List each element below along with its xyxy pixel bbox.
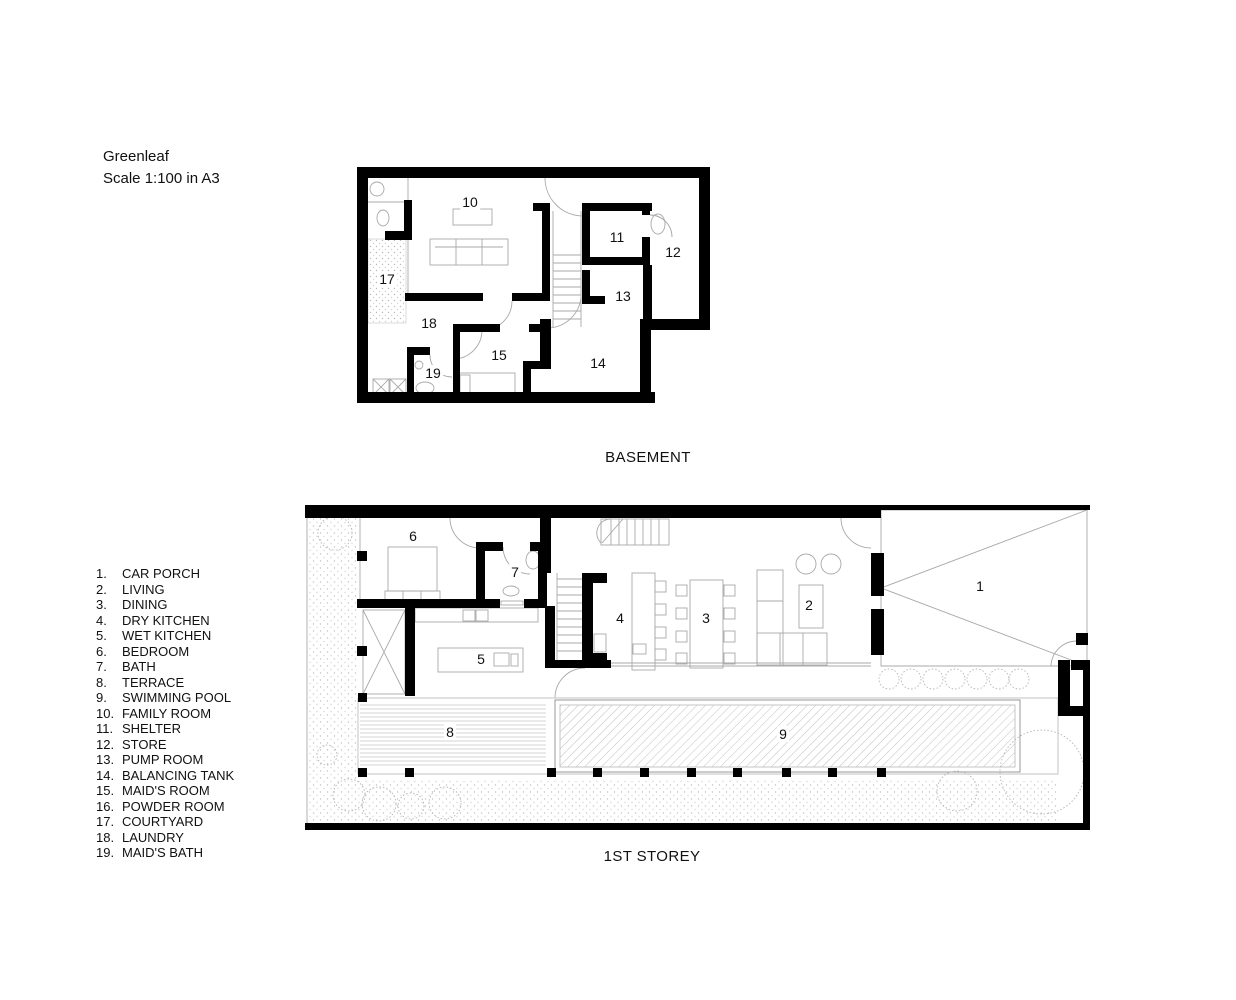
legend-item [96,845,234,861]
legend-item [96,582,234,598]
legend-item [96,737,234,753]
storey-room-label-7: 7 [511,564,519,580]
legend-num: 16. [96,798,115,814]
legend-item [96,814,234,830]
legend-label: LAUNDRY [122,829,184,845]
first-storey-plan [305,503,1090,830]
basement-plan-graphic [357,167,710,403]
legend-label: MAID'S ROOM [122,783,210,798]
first-storey-plan-graphic [305,503,1090,830]
first-storey-thin-lines [307,510,1087,823]
basement-room-label-18: 18 [421,315,437,331]
scale-note: Scale 1:100 in A3 [103,170,220,187]
legend-label: DRY KITCHEN [122,612,210,628]
basement-caption: BASEMENT [605,449,691,466]
legend-item [96,644,234,660]
legend-label: FAMILY ROOM [122,705,212,721]
legend-item [96,675,234,691]
legend-num: 12. [96,736,115,752]
legend [96,566,234,861]
first-storey-caption: 1ST STOREY [603,848,701,865]
legend-num: 5. [96,628,107,643]
legend-label: MAID'S BATH [122,845,203,860]
legend-label: BALANCING TANK [122,767,235,783]
basement-room-label-11: 11 [609,229,625,245]
title-block [103,146,220,190]
legend-item [96,799,234,815]
legend-label: BEDROOM [122,643,190,659]
basement-room-label-19: 19 [425,365,441,381]
basement-walls [357,167,710,403]
storey-room-label-3: 3 [702,610,710,626]
legend-label: SWIMMING POOL [122,690,232,705]
legend-label: COURTYARD [122,814,204,829]
legend-num: 9. [96,690,107,705]
legend-num: 10. [96,705,115,721]
storey-room-label-6: 6 [409,528,417,544]
legend-label: DINING [122,597,168,612]
legend-num: 7. [96,659,107,674]
basement-plan [357,167,710,403]
storey-room-label-9: 9 [779,726,787,742]
basement-room-label-17: 17 [379,271,395,287]
legend-item [96,597,234,613]
storey-room-label-2: 2 [805,597,813,613]
legend-label: SHELTER [122,721,181,736]
legend-num: 17. [96,814,115,829]
legend-item [96,659,234,675]
legend-label: BATH [122,659,156,674]
legend-item [96,613,234,629]
legend-label: PUMP ROOM [122,752,204,767]
legend-item [96,721,234,737]
legend-item [96,783,234,799]
basement-room-label-12: 12 [665,244,681,260]
legend-label: CAR PORCH [122,566,201,581]
legend-label: WET KITCHEN [122,628,212,643]
legend-item [96,628,234,644]
legend-num: 3. [96,597,107,612]
legend-label: LIVING [122,581,165,597]
legend-num: 19. [96,845,115,860]
legend-item [96,752,234,768]
basement-room-label-15: 15 [491,347,507,363]
legend-num: 14. [96,767,115,783]
legend-item [96,830,234,846]
legend-num: 13. [96,752,115,767]
project-name: Greenleaf [103,148,169,165]
basement-room-label-10: 10 [462,194,478,210]
legend-item [96,768,234,784]
legend-num: 18. [96,829,115,845]
storey-room-label-4: 4 [616,610,624,626]
storey-room-label-1: 1 [976,578,984,594]
legend-item [96,566,234,582]
storey-room-label-8: 8 [446,724,454,740]
legend-item [96,690,234,706]
legend-num: 8. [96,674,107,690]
legend-label: STORE [122,736,167,752]
legend-item [96,706,234,722]
legend-label: TERRACE [122,674,185,690]
legend-num: 15. [96,783,115,798]
legend-num: 4. [96,612,107,628]
landscape-trees [317,516,1084,821]
legend-num: 1. [96,566,107,581]
legend-label: POWDER ROOM [122,798,225,814]
storey-room-label-5: 5 [477,651,485,667]
legend-num: 6. [96,643,107,659]
legend-num: 11. [96,721,114,736]
basement-room-label-14: 14 [590,355,606,371]
basement-room-label-13: 13 [615,288,631,304]
legend-num: 2. [96,581,107,597]
